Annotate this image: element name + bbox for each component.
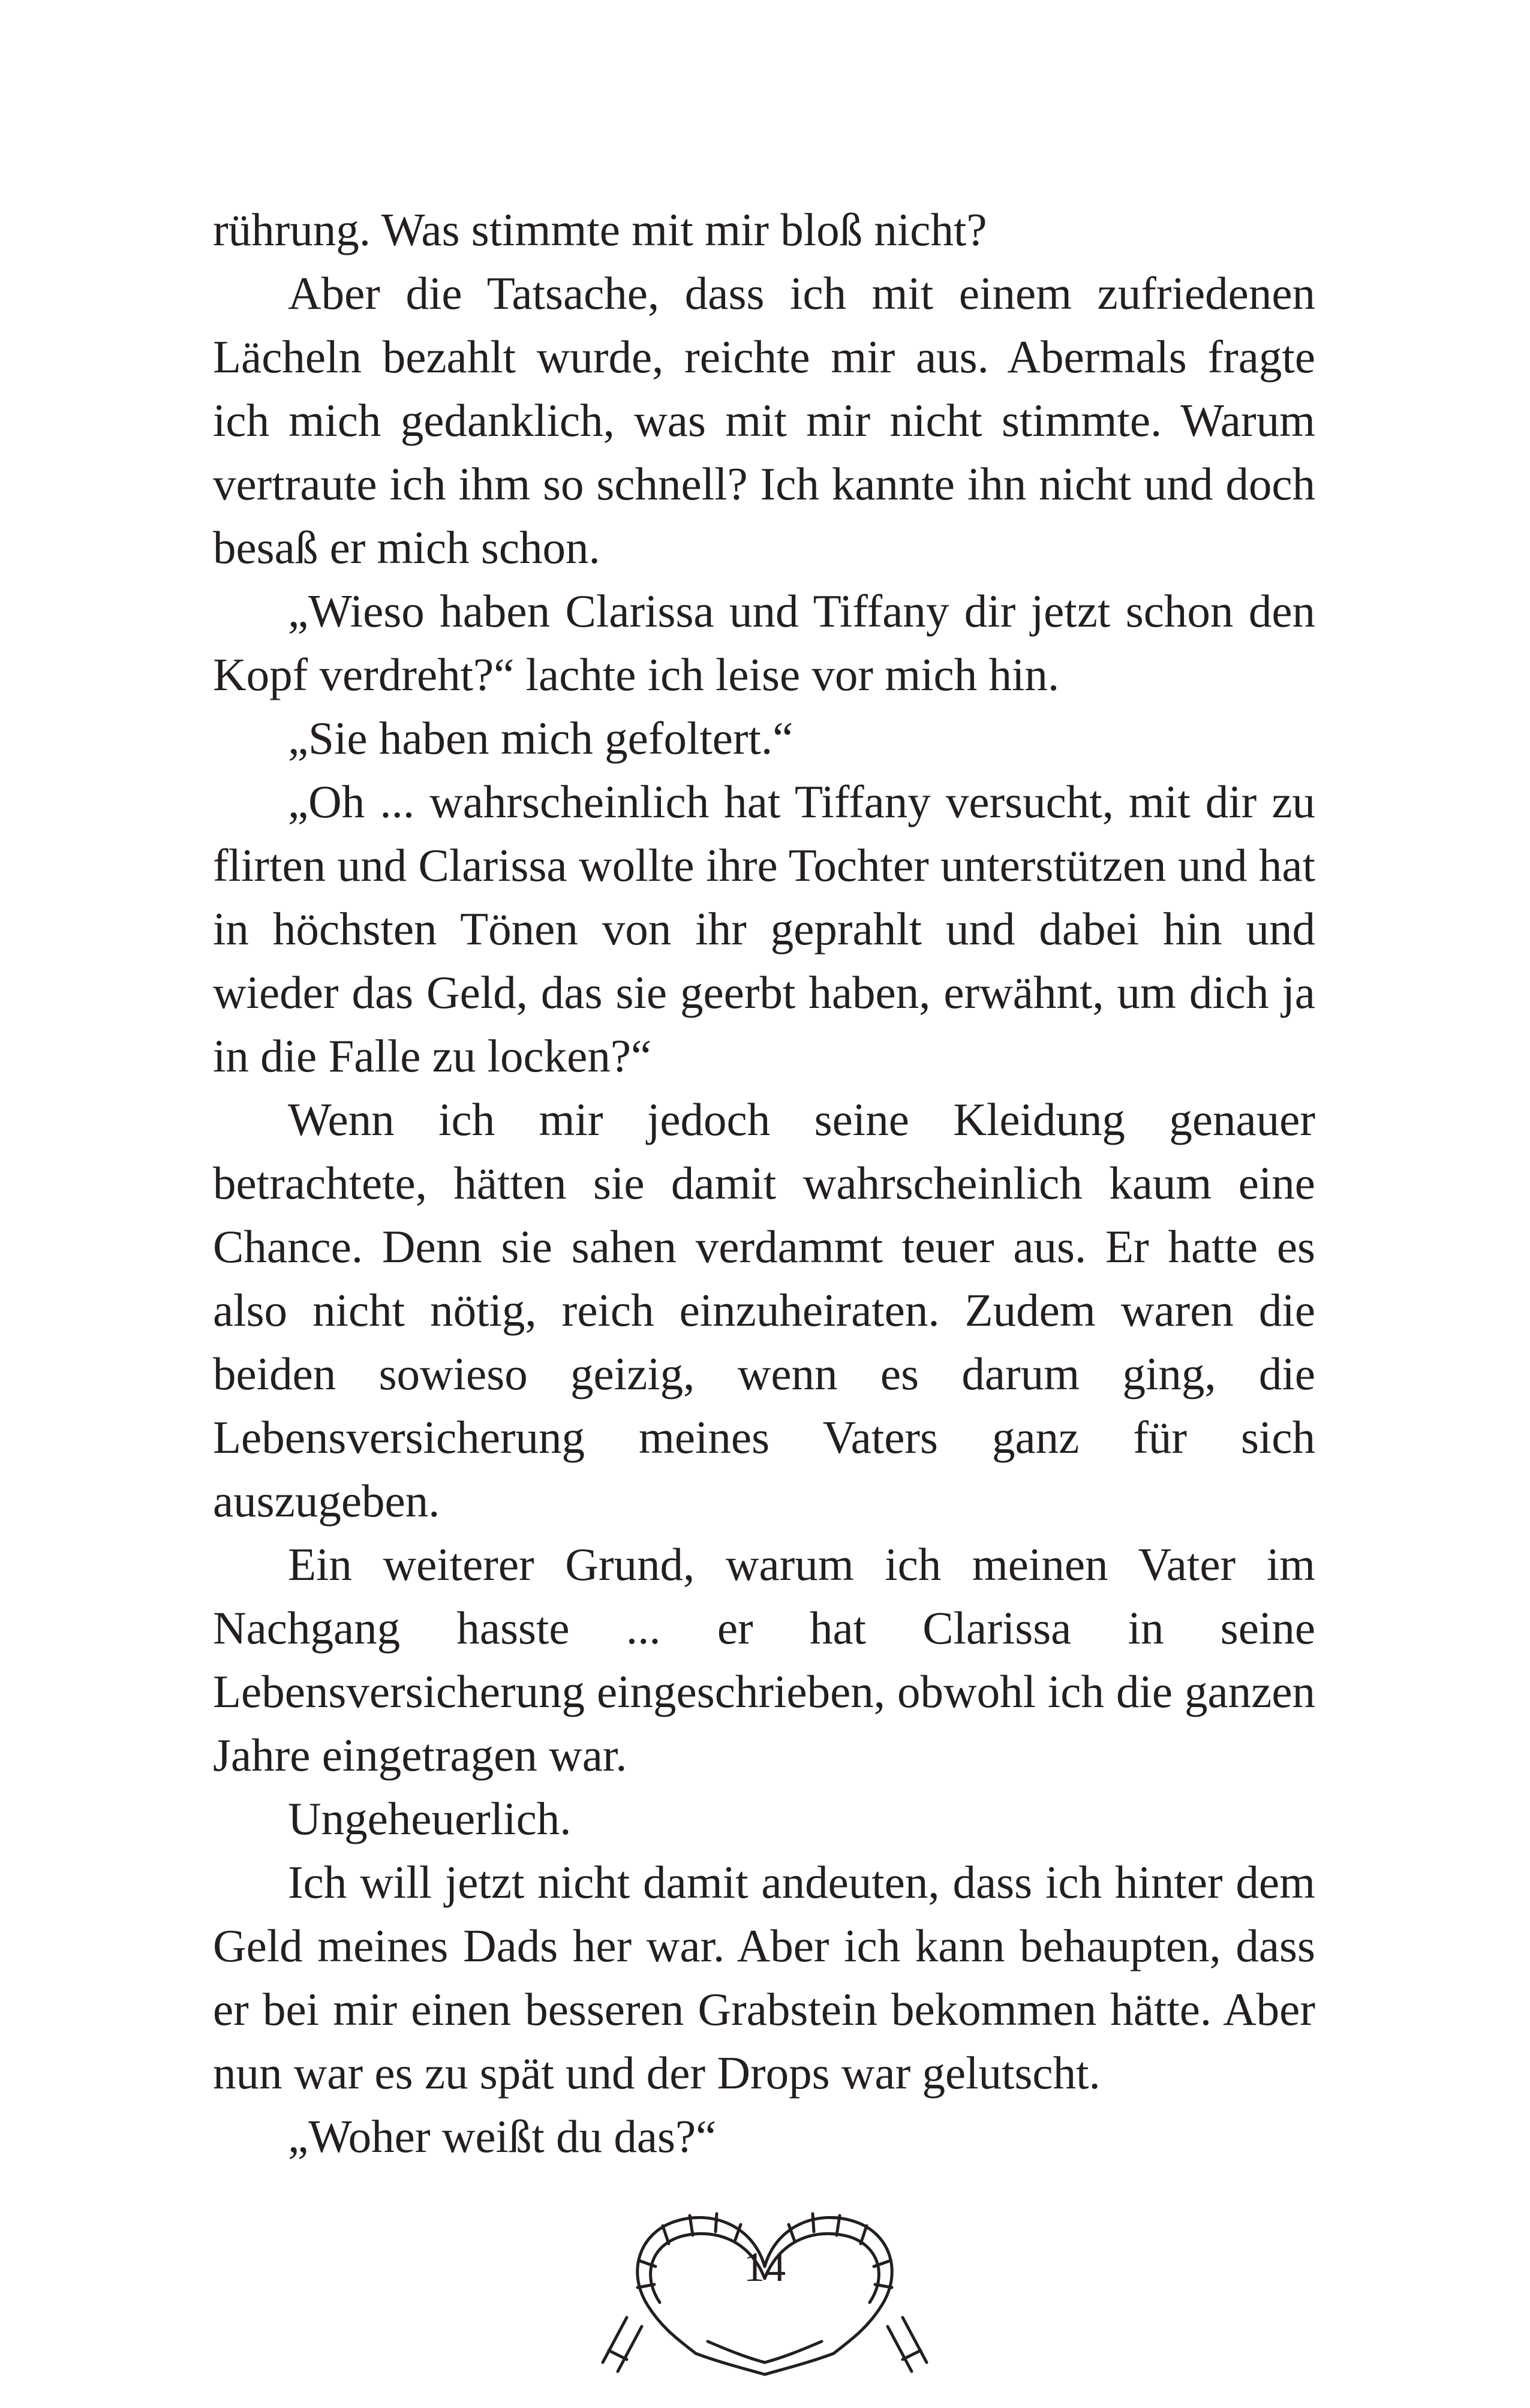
- paragraph: Ein weiterer Grund, warum ich meinen Vater im Nachgang hasste ... er hat Clarissa in seine Lebensversicherung eingeschrieben, obwohl ich die ganzen Jahre eingetragen war.: [213, 1539, 1315, 1781]
- paragraph: Wenn ich mir jedoch seine Kleidung genauer betrachtete, hätten sie damit wahrscheinlich kaum eine Chance. Denn sie sahen verdammt teuer aus. Er hatte es also nicht nötig, reich einzuheiraten. Zudem waren die beiden sowieso geizig, wenn es darum ging, die Lebensversicherung meines Vaters ganz für sich auszugeben.: [213, 1094, 1315, 1527]
- paragraph: „Sie haben mich gefoltert.“: [288, 712, 793, 764]
- paragraph: Ungeheuerlich.: [288, 1793, 572, 1844]
- paragraph: Ich will jetzt nicht damit andeuten, dass ich hinter dem Geld meines Dads her war. Aber ich kann behaupten, dass er bei mir einen besseren Grabstein bekommen hätte. Aber nun war es zu spät und der Drops war gelutscht.: [213, 1856, 1315, 2099]
- paragraph: „Woher weißt du das?“: [288, 2111, 717, 2162]
- paragraph: rührung. Was stimmte mit mir bloß nicht?: [213, 204, 987, 255]
- paragraph: „Wieso haben Clarissa und Tiffany dir jetzt schon den Kopf verdreht?“ lachte ich leise vor mich hin.: [213, 585, 1315, 700]
- page-footer: [591, 2189, 939, 2380]
- page-number: 14: [744, 2244, 786, 2290]
- body-text: [213, 198, 1315, 2168]
- paragraph: „Oh ... wahrscheinlich hat Tiffany versucht, mit dir zu flirten und Clarissa wollte ihre Tochter unterstützen und hat in höchsten Tönen von ihr geprahlt und dabei hin und wieder das Geld, das sie geerbt haben, erwähnt, um dich ja in die Falle zu locken?“: [213, 776, 1315, 1082]
- paragraph: Aber die Tatsache, dass ich mit einem zufriedenen Lächeln bezahlt wurde, reichte mir aus. Abermals fragte ich mich gedanklich, was mit mir nicht stimmte. Warum vertraute ich ihm so schnell? Ich kannte ihn nicht und doch besaß er mich schon.: [213, 267, 1315, 573]
